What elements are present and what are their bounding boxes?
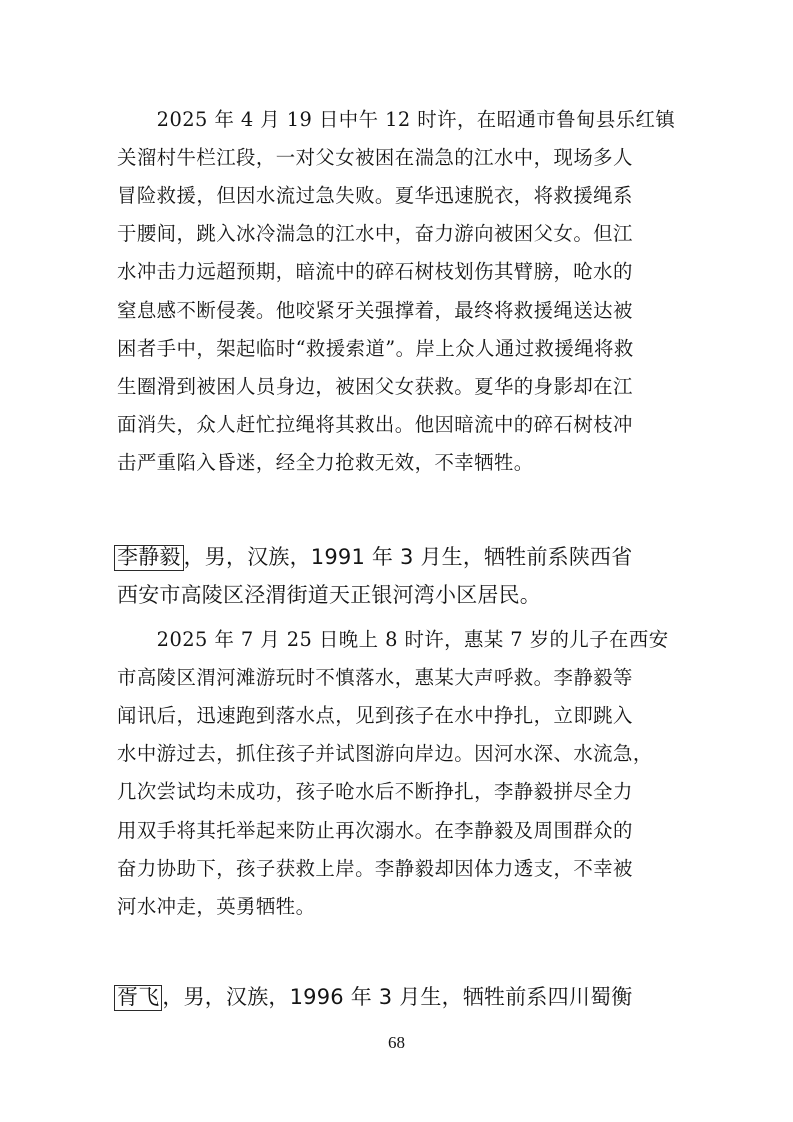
paragraph-line: 闻讯后，迅速跑到落水点，见到孩子在水中挣扎，立即跳入 (117, 704, 633, 727)
paragraph-line: 市高陵区渭河滩游玩时不慎落水，惠某大声呼救。李静毅等 (117, 666, 633, 689)
paragraph-line: 冒险救援，但因水流过急失败。夏华迅速脱衣，将救援绳系 (117, 184, 633, 207)
paragraph-line: 水冲击力远超预期，暗流中的碎石树枝划伤其臂膀，呛水的 (117, 260, 633, 283)
paragraph-line: 击严重陷入昏迷，经全力抢救无效，不幸牺牲。 (117, 451, 534, 474)
paragraph-line: 2025 年 4 月 19 日中午 12 时许，在昭通市鲁甸县乐红镇 (117, 108, 676, 131)
paragraph-line: 困者手中，架起临时“救援索道”。岸上众人通过救援绳将救 (117, 337, 634, 360)
paragraph-line: 2025 年 7 月 25 日晚上 8 时许，惠某 7 岁的儿子在西安 (117, 628, 669, 651)
heading-line (117, 985, 677, 1011)
paragraph-line: 生圈滑到被困人员身边，被困父女获救。夏华的身影却在江 (117, 375, 633, 398)
person-name-box: 李静毅 (114, 545, 184, 571)
heading-text: ，男，汉族，1991 年 3 月生，牺牲前系陕西省 (183, 545, 633, 569)
paragraph-line: 水中游过去，抓住孩子并试图游向岸边。因河水深、水流急， (117, 742, 653, 765)
heading-line: 西安市高陵区泾渭街道天正银河湾小区居民。 (117, 583, 541, 607)
paragraph-line: 河水冲走，英勇牺牲。 (117, 895, 316, 918)
person-name-box: 胥飞 (114, 985, 162, 1011)
page-number: 68 (388, 1033, 405, 1052)
paragraph-line: 几次尝试均未成功，孩子呛水后不断挣扎，李静毅拼尽全力 (117, 780, 633, 803)
heading-text: ，男，汉族，1996 年 3 月生，牺牲前系四川蜀衡 (162, 985, 633, 1009)
paragraph-line: 关溜村牛栏江段，一对父女被困在湍急的江水中，现场多人 (117, 146, 633, 169)
heading-line (117, 545, 677, 571)
paragraph-line: 窒息感不断侵袭。他咬紧牙关强撑着，最终将救援绳送达被 (117, 299, 633, 322)
paragraph-line: 面消失，众人赶忙拉绳将其救出。他因暗流中的碎石树枝冲 (117, 413, 633, 436)
paragraph-line: 于腰间，跳入冰冷湍急的江水中，奋力游向被困父女。但江 (117, 222, 633, 245)
paragraph-line: 用双手将其托举起来防止再次溺水。在李静毅及周围群众的 (117, 819, 633, 842)
paragraph-line: 奋力协助下，孩子获救上岸。李静毅却因体力透支，不幸被 (117, 857, 633, 880)
